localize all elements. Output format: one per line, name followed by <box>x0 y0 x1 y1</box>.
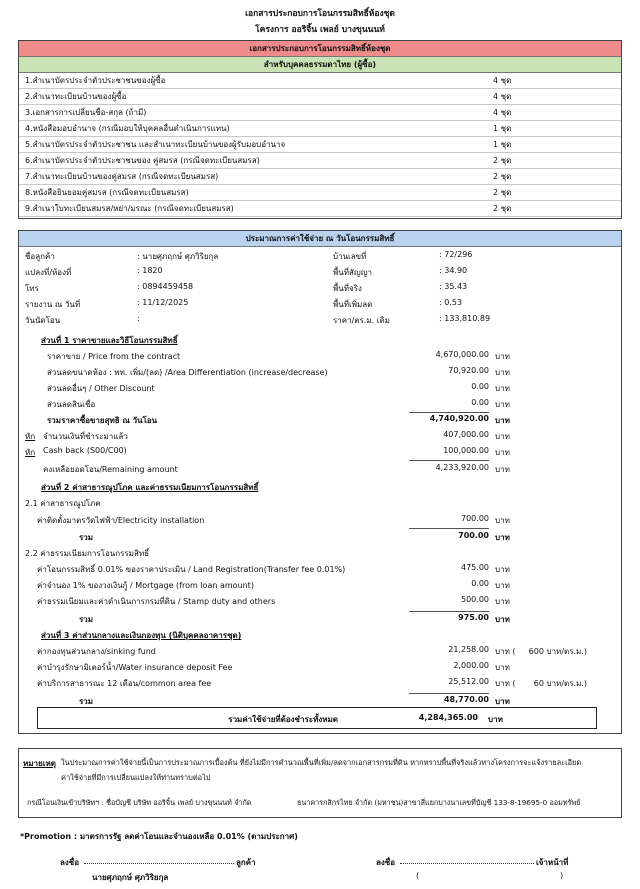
customer-signature-line <box>84 854 234 864</box>
info-label: ราคา/ตร.ม. เดิม <box>333 316 390 325</box>
note-line-2: ค่าใช้จ่ายที่มีการเปลี่ยนแปลงให้ท่านทราบต่อไป <box>61 773 211 782</box>
document-qty: 4 ชุด <box>493 108 512 117</box>
document-qty: 4 ชุด <box>493 92 512 101</box>
document-qty: 1 ชุด <box>493 140 512 149</box>
info-value: : 35.43 <box>439 282 468 291</box>
fee-amount: 700.00 <box>461 514 489 523</box>
cashback-unit: บาท <box>495 448 510 457</box>
document-row <box>19 201 621 217</box>
section-2-2-total-amount: 975.00 <box>458 613 489 622</box>
bank-account-name: กรณีโอนเงินเข้าบริษัทฯ : ชื่อบัญชี บริษัท ออริจิ้น เพลย์ บางขุนนนท์ จำกัด <box>27 798 252 807</box>
fee-label: ค่าบริการสาธารณะ 12 เดือน/common area fee <box>37 679 212 688</box>
section-2-2-title: 2.2 ค่าธรรมเนียมการโอนกรรมสิทธิ์ <box>25 549 149 558</box>
divider <box>409 528 489 529</box>
divider <box>409 693 489 694</box>
fee-amount: 25,512.00 <box>448 677 489 686</box>
document-qty: 2 ชุด <box>493 204 512 213</box>
document-label: 9.สำเนาใบทะเบียนสมรส/หย่า/มรณะ (กรณีจดทะเบียนสมรส) <box>25 204 234 213</box>
fee-amount: 0.00 <box>471 382 489 391</box>
info-label: พื้นที่เพิ่มลด <box>333 300 373 309</box>
grand-total-amount: 4,284,365.00 <box>418 713 478 722</box>
fee-label: ค่ากองทุนส่วนกลาง/sinking fund <box>37 647 156 656</box>
customer-name: นายศุภฤกษ์ ศุภวิริยกุล <box>92 873 169 882</box>
fee-amount: 0.00 <box>471 579 489 588</box>
deduct-paid-label: จำนวนเงินที่ชำระมาแล้ว <box>43 432 128 441</box>
info-value: : 0.53 <box>439 298 463 307</box>
info-label: โทร <box>25 284 39 293</box>
note-label: หมายเหตุ <box>23 759 56 768</box>
divider <box>409 412 489 413</box>
document-row <box>19 89 621 105</box>
fee-label: ส่วนลดขนาดห้อง : พท. เพิ่ม/(ลด) /Area Differentiation (increase/decrease) <box>47 368 328 377</box>
documents-table <box>18 40 622 219</box>
deduct-prefix: หัก <box>25 448 36 457</box>
documents-title: เอกสารประกอบการโอนกรรมสิทธิ์ห้องชุด <box>19 41 621 57</box>
fee-unit: บาท <box>495 368 510 377</box>
section-2-1-total-label: รวม <box>79 533 94 542</box>
cashback-amount: 100,000.00 <box>443 446 489 455</box>
info-value: : 72/296 <box>439 250 473 259</box>
customer-sign-suffix: ลูกค้า <box>236 858 256 867</box>
divider <box>409 460 489 461</box>
customer-sign-prefix: ลงชื่อ <box>60 858 80 867</box>
section-2-1-title: 2.1 ค่าสาธารณูปโภค <box>25 499 101 508</box>
fee-amount: 0.00 <box>471 398 489 407</box>
grand-total-unit: บาท <box>488 715 503 724</box>
document-row <box>19 121 621 137</box>
document-label: 7.สำเนาทะเบียนบ้านของคู่สมรส (กรณีจดทะเบียนสมรส) <box>25 172 219 181</box>
fee-label: ค่าโอนกรรมสิทธิ์ 0.01% ของราคาประเมิน / Land Registration(Transfer fee 0.01%) <box>37 565 346 574</box>
info-value: : <box>137 314 140 323</box>
document-row <box>19 169 621 185</box>
remaining-amount: 4,233,920.00 <box>435 463 489 472</box>
document-row <box>19 137 621 153</box>
info-value: : 133,810.89 <box>439 314 491 323</box>
officer-name-close: ) <box>560 871 564 880</box>
document-row <box>19 153 621 169</box>
fee-label: ส่วนลดสินเชื่อ <box>47 400 96 409</box>
fee-unit: บาท <box>495 597 510 606</box>
project-name: โครงการ ออริจิ้น เพลย์ บางขุนนนท์ <box>255 25 385 35</box>
fee-unit: บาท <box>495 663 510 672</box>
divider <box>409 611 489 612</box>
section-3-total-amount: 48,770.00 <box>443 695 489 704</box>
promotion-note: *Promotion : มาตรการรัฐ ลดค่าโอนและจำนองเหลือ 0.01% (ตามประกาศ) <box>20 832 298 841</box>
fee-unit: บาท <box>495 581 510 590</box>
deduct-paid-unit: บาท <box>495 432 510 441</box>
fee-amount: 475.00 <box>461 563 489 572</box>
fee-unit: บาท ( <box>495 647 516 656</box>
remaining-unit: บาท <box>495 465 510 474</box>
fee-unit: บาท <box>495 384 510 393</box>
fee-unit: บาท ( <box>495 679 516 688</box>
section-1-total-amount: 4,740,920.00 <box>429 414 489 423</box>
fee-rate: 60 บาท/ตร.ม.) <box>533 679 587 688</box>
section-3-total-unit: บาท <box>495 697 510 706</box>
fee-amount: 70,920.00 <box>448 366 489 375</box>
fee-label: ค่าจำนอง 1% ของวงเงินกู้ / Mortgage (from loan amount) <box>37 581 254 590</box>
fee-unit: บาท <box>495 400 510 409</box>
fee-amount: 2,000.00 <box>453 661 489 670</box>
officer-name-open: ( <box>416 871 420 880</box>
section-3-title: ส่วนที่ 3 ค่าส่วนกลางและเงินกองทุน (นิติบุคคลอาคารชุด) <box>41 631 242 640</box>
fee-label: ราคาขาย / Price from the contract <box>47 352 181 361</box>
document-qty: 2 ชุด <box>493 172 512 181</box>
fee-label: ค่าธรรมเนียมและค่าดำเนินการกรมที่ดิน / Stamp duty and others <box>37 597 276 606</box>
section-1-total-label: รวมราคาซื้อขายสุทธิ ณ วันโอน <box>47 416 158 425</box>
section-1-title: ส่วนที่ 1 ราคาขายและวิธีโอนกรรมสิทธิ์ <box>41 336 178 345</box>
document-row <box>19 105 621 121</box>
deduct-prefix: หัก <box>25 432 36 441</box>
fee-label: ส่วนลดอื่นๆ / Other Discount <box>47 384 155 393</box>
estimate-title: ประมาณการค่าใช้จ่าย ณ วันโอนกรรมสิทธิ์ <box>19 231 621 247</box>
deduct-paid-amount: 407,000.00 <box>443 430 489 439</box>
fee-amount: 500.00 <box>461 595 489 604</box>
note-line-1: ในประมาณการค่าใช้จ่ายนี้เป็นการประมาณการเบื้องต้น ที่ยังไม่มีการคำนวณพื้นที่เพิ่ม/ลดจากเอกสารกรมที่ดิน หากทราบพื้นที่จริงแล้วทางโครงการจะแจ้งรายละเอียด <box>61 758 582 767</box>
fee-amount: 21,258.00 <box>448 645 489 654</box>
section-1-total-unit: บาท <box>495 416 510 425</box>
info-label: รายงาน ณ วันที่ <box>25 300 81 309</box>
section-3-total-label: รวม <box>79 697 94 706</box>
bank-account-details: ธนาคารกสิกรไทย จำกัด (มหาชน)สาขาสี่แยกบางนาเลขที่บัญชี 133-8-19695-0 ออมทรัพย์ <box>297 798 581 807</box>
cashback-label: Cash back (S00/C00) <box>43 446 127 455</box>
officer-sign-suffix: เจ้าหน้าที่ <box>536 858 569 867</box>
document-row <box>19 185 621 201</box>
document-qty: 4 ชุด <box>493 76 512 85</box>
info-label: วันนัดโอน <box>25 316 61 325</box>
section-2-1-total-unit: บาท <box>495 533 510 542</box>
section-2-title: ส่วนที่ 2 ค่าสาธารณูปโภค และค่าธรรมเนียมการโอนกรรมสิทธิ์ <box>41 483 259 492</box>
section-2-1-total-amount: 700.00 <box>458 531 489 540</box>
document-label: 8.หนังสือยินยอมคู่สมรส (กรณีจดทะเบียนสมรส) <box>25 188 189 197</box>
document-label: 3.เอกสารการเปลี่ยนชื่อ-สกุล (ถ้ามี) <box>25 108 147 117</box>
document-row <box>19 73 621 89</box>
document-label: 1.สำเนาบัตรประจำตัวประชาชนของผู้ซื้อ <box>25 76 166 85</box>
info-label: แปลงที่/ห้องที่ <box>25 268 72 277</box>
document-qty: 2 ชุด <box>493 156 512 165</box>
info-label: พื้นที่จริง <box>333 284 362 293</box>
info-value: : 1820 <box>137 266 163 275</box>
fee-rate: 600 บาท/ตร.ม.) <box>528 647 587 656</box>
info-value: : 0894459458 <box>137 282 194 291</box>
info-value: : 11/12/2025 <box>137 298 189 307</box>
fee-unit: บาท <box>495 352 510 361</box>
info-value: : นายศุภฤกษ์ ศุภวิริยกุล <box>137 252 219 261</box>
estimate-table <box>18 230 622 734</box>
fee-label: ค่าบำรุงรักษามิเตอร์น้ำ/Water insurance deposit Fee <box>37 663 233 672</box>
documents-subtitle: สำหรับบุคคลธรรมดาไทย (ผู้ซื้อ) <box>19 57 621 73</box>
officer-signature-line <box>400 854 534 864</box>
info-label: พื้นที่สัญญา <box>333 268 373 277</box>
document-label: 4.หนังสือมอบอำนาจ (กรณีมอบให้บุคคลอื่นดำเนินการแทน) <box>25 124 230 133</box>
section-2-2-total-unit: บาท <box>495 615 510 624</box>
note-box <box>18 748 622 818</box>
section-2-2-total-label: รวม <box>79 615 94 624</box>
grand-total-label: รวมค่าใช้จ่ายที่ต้องชำระทั้งหมด <box>228 715 338 724</box>
fee-unit: บาท <box>495 565 510 574</box>
page-title: เอกสารประกอบการโอนกรรมสิทธิ์ห้องชุด <box>245 9 395 19</box>
document-qty: 1 ชุด <box>493 124 512 133</box>
info-label: บ้านเลขที่ <box>333 252 367 261</box>
info-label: ชื่อลูกค้า <box>25 252 55 261</box>
document-qty: 2 ชุด <box>493 188 512 197</box>
fee-label: ค่าติดตั้งมาตรวัดไฟฟ้า/Electricity installation <box>37 516 205 525</box>
info-value: : 34.90 <box>439 266 468 275</box>
remaining-label: คงเหลือยอดโอน/Remaining amount <box>43 465 178 474</box>
document-label: 2.สำเนาทะเบียนบ้านของผู้ซื้อ <box>25 92 127 101</box>
grand-total-box <box>37 707 597 729</box>
fee-amount: 4,670,000.00 <box>435 350 489 359</box>
officer-sign-prefix: ลงชื่อ <box>376 858 396 867</box>
document-label: 5.สำเนาบัตรประจำตัวประชาชน และสำเนาทะเบียนบ้านของผู้รับมอบอำนาจ <box>25 140 286 149</box>
document-label: 6.สำเนาบัตรประจำตัวประชาชนของ คู่สมรส (กรณีจดทะเบียนสมรส) <box>25 156 260 165</box>
fee-unit: บาท <box>495 516 510 525</box>
